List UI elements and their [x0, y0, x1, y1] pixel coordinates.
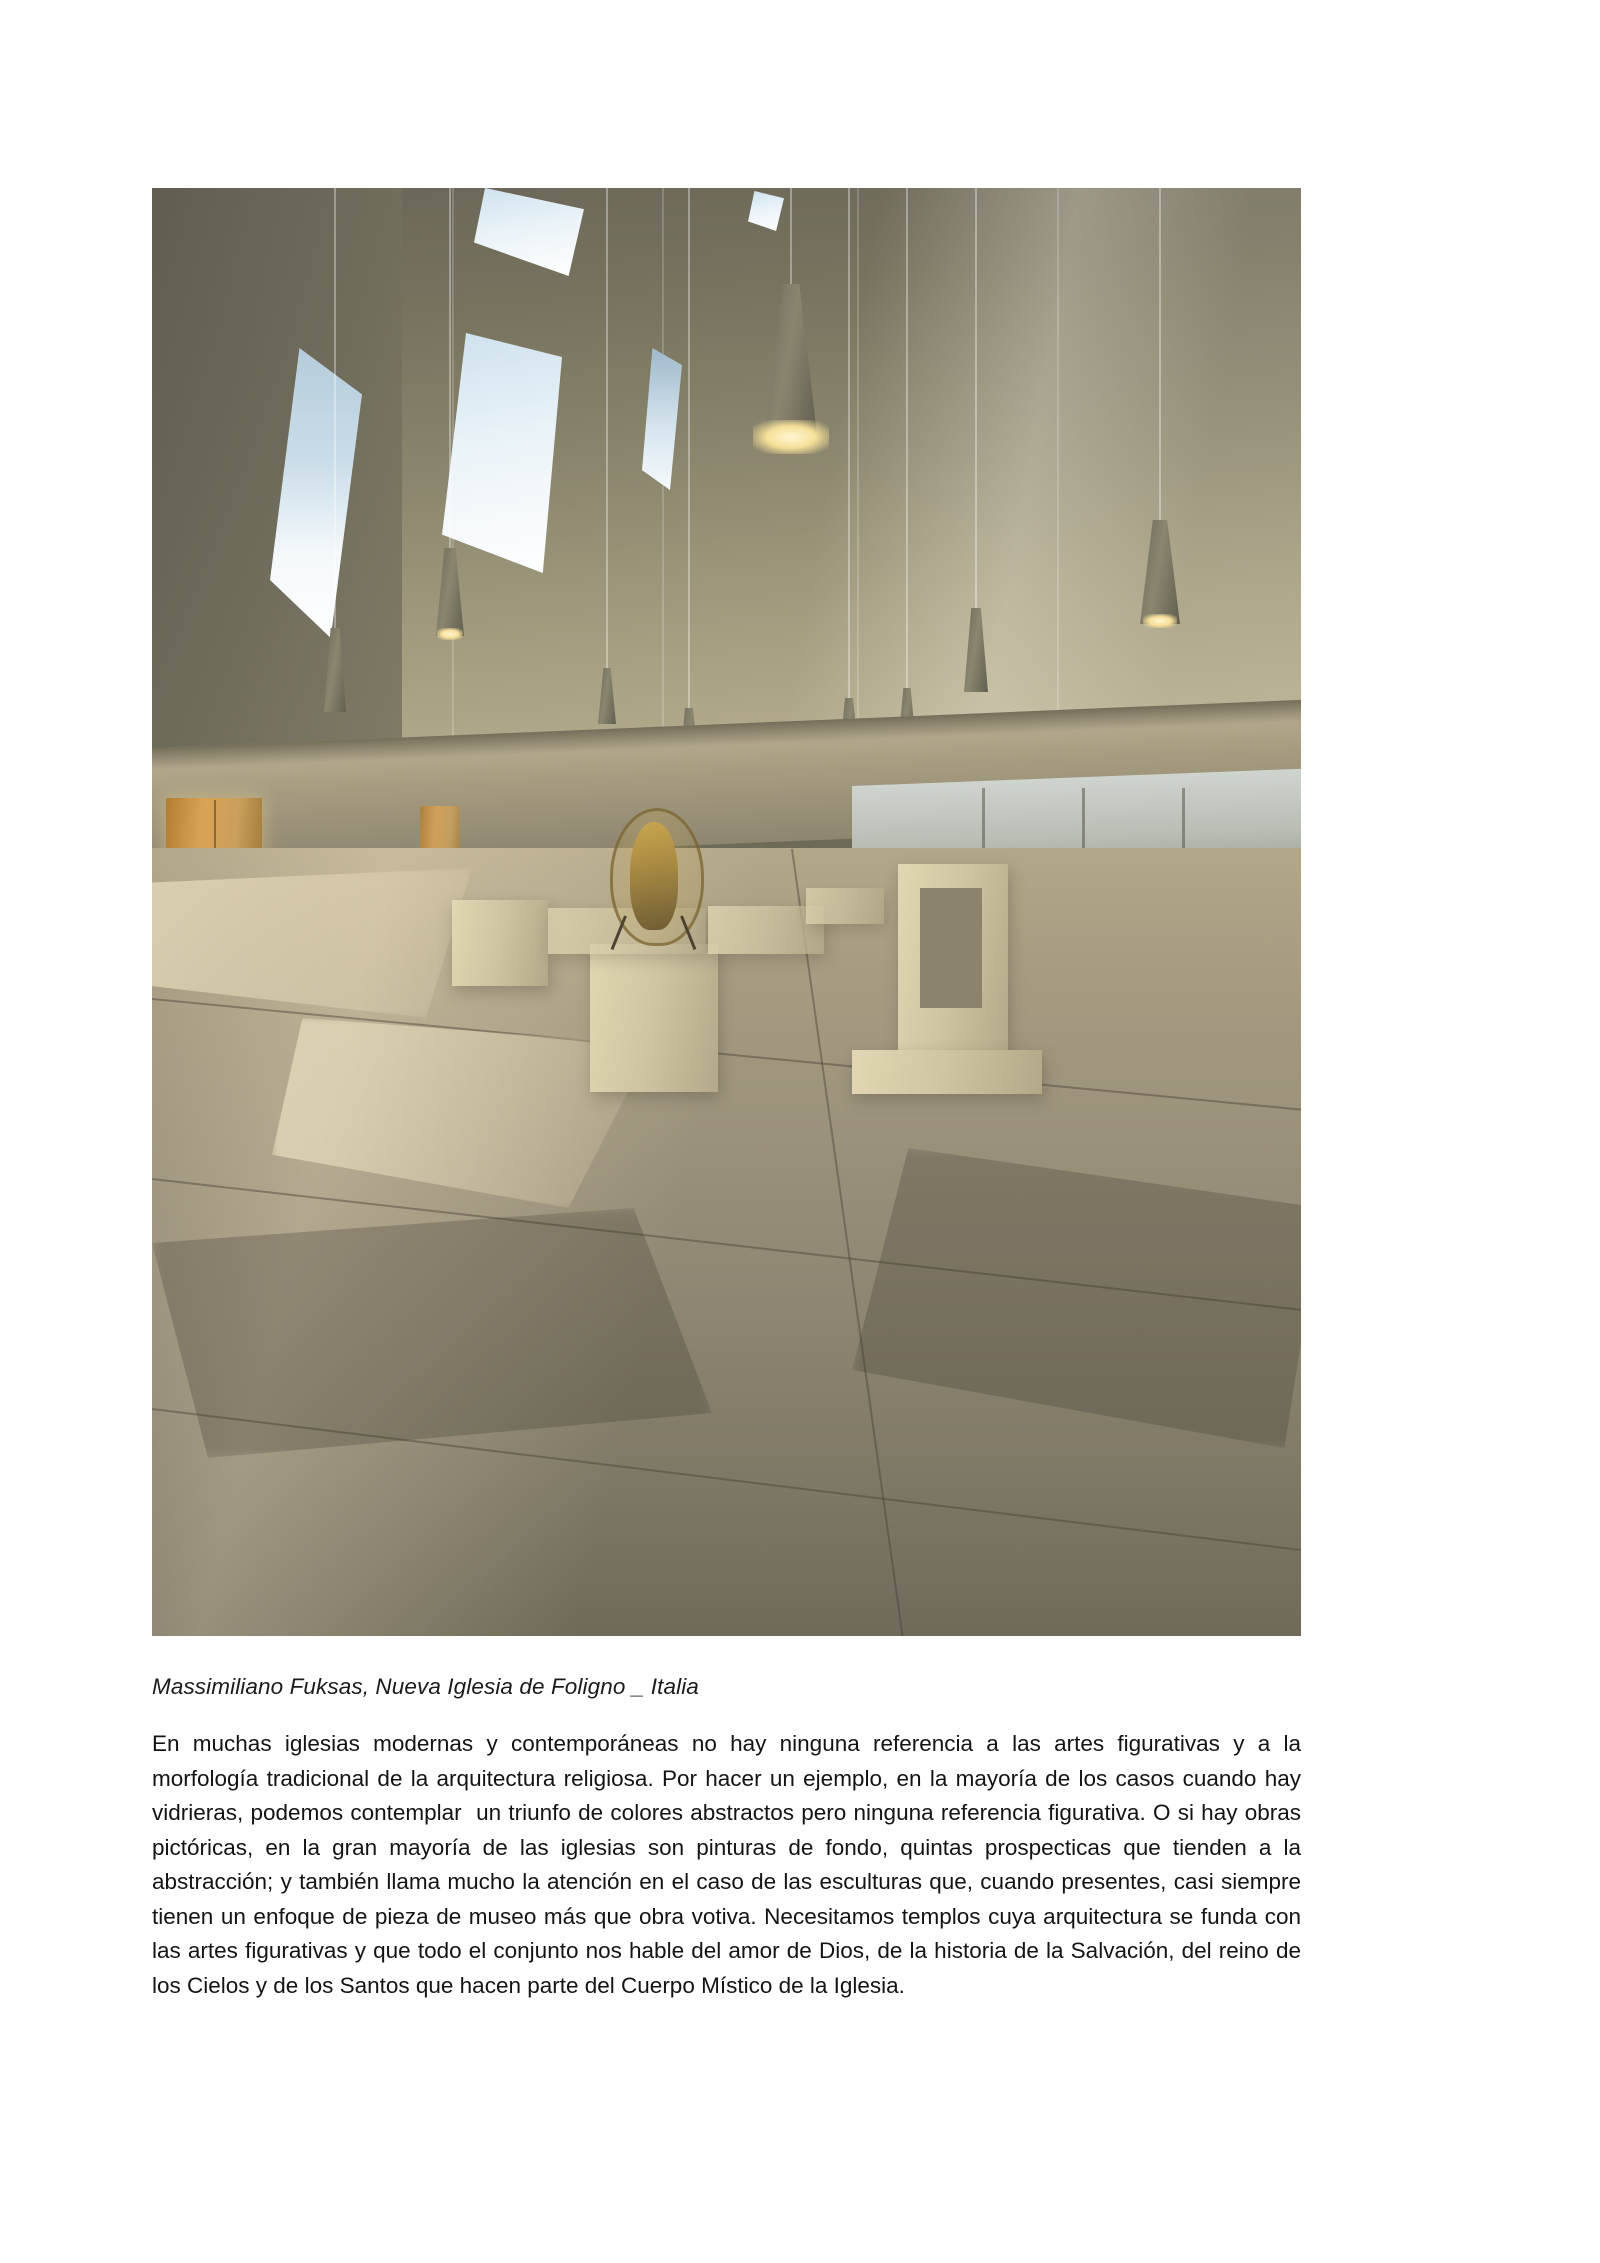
shadow-patch-foreground: [152, 1208, 712, 1458]
lamp-cone: [324, 628, 346, 712]
lamp-cord: [334, 188, 336, 628]
wall-left-fold: [152, 188, 402, 786]
lamp-cord: [975, 188, 977, 608]
figure-caption: Massimiliano Fuksas, Nueva Iglesia de Foligno _ Italia: [152, 1674, 699, 1699]
body-paragraph: En muchas iglesias modernas y contemporáneas no hay ninguna referencia a las artes figurativas y a la morfología tradicional de la arquitectura religiosa. Por hacer un ejemplo, en la mayoría de los casos cuando hay vidrieras, podemos contemplar un triunfo de colores abstractos pero ninguna referencia figurativa. O si hay obras pictóricas, en la gran mayoría de las iglesias son pinturas de fondo, quintas prospecticas que tienden a la abstracción; y también llama mucho la atención en el caso de las esculturas que, cuando presentes, casi siempre tienen un enfoque de pieza de museo más que obra votiva. Necesitamos templos cuya arquitectura se funda con las artes figurativas y que todo el conjunto nos hable del amor de Dios, de la historia de la Salvación, del reino de los Cielos y de los Santos que hacen parte del Cuerpo Místico de la Iglesia.: [152, 1731, 1308, 1998]
lamp-glow: [1143, 614, 1177, 628]
madonna-sculpture: [630, 822, 678, 930]
lamp-cone: [436, 548, 464, 636]
lamp-cord: [688, 188, 690, 708]
lamp-cone: [964, 608, 988, 692]
pendant-lamp-3: [317, 188, 353, 738]
bench-block-right: [806, 888, 884, 924]
tabernacle-recess: [920, 888, 982, 1008]
lamp-cord: [848, 188, 850, 698]
page-content: [152, 188, 1308, 2026]
church-interior-photograph: [152, 188, 1301, 1636]
lamp-cord: [790, 188, 792, 284]
lamp-cone: [765, 284, 817, 434]
lamp-glow: [437, 628, 463, 640]
pendant-lamp-9: [592, 188, 622, 748]
pendant-lamp-4: [958, 188, 994, 718]
photo-canvas: [152, 188, 1301, 1636]
nave-floor: [152, 848, 1301, 1636]
lamp-glow: [753, 420, 829, 454]
pendant-lamp-7: [892, 188, 922, 768]
pendant-lamp-2: [428, 188, 472, 658]
pendant-lamp-6: [832, 188, 866, 788]
sunlight-patch-left: [152, 868, 472, 1018]
lamp-cord: [1159, 188, 1161, 520]
lamp-cord: [606, 188, 608, 668]
pendant-lamp-large-lit: [756, 188, 826, 488]
lamp-cone: [598, 668, 616, 724]
pendant-lamp-5: [672, 188, 706, 798]
lamp-cord: [906, 188, 908, 688]
ambo-block-left: [452, 900, 548, 986]
lamp-cone: [1140, 520, 1180, 624]
lamp-cord: [449, 188, 451, 548]
pendant-lamp-8: [1132, 188, 1188, 628]
wall-seam-4: [1057, 188, 1059, 786]
wall-seam-2: [662, 188, 664, 786]
altar-block-center: [590, 944, 718, 1092]
base-block-right: [852, 1050, 1042, 1094]
